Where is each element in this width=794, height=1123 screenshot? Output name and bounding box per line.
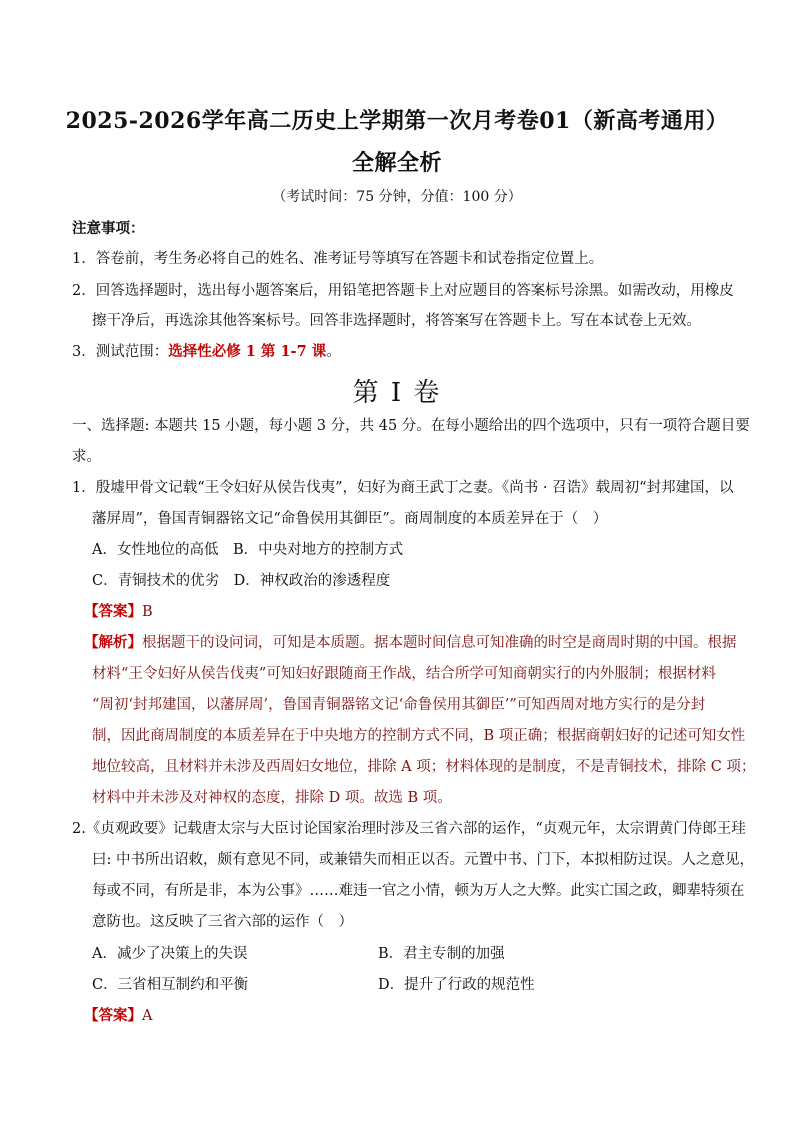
note-3-prefix: 3．测试范围： — [72, 344, 169, 360]
q2-option-c: C．三省相互制约和平衡 — [92, 977, 249, 993]
note-3-suffix: 。 — [326, 344, 341, 360]
q2-stem-line-1: 2.《贞观政要》记载唐太宗与大臣讨论国家治理时涉及三省六部的运作，“贞观元年，太宗谓黄门侍郎王珪 — [72, 821, 746, 837]
section-intro-line-1: 一、选择题: 本题共 15 小题，每小题 3 分，共 45 分。在每小题给出的四个选项中，只有一项符合题目要 — [72, 418, 750, 434]
q1-analysis-line-4: 制，因此商周制度的本质差异在于中央地方的控制方式不同，B 项正确；根据商朝妇好的记述可知女性 — [92, 728, 746, 744]
q1-options-cd: C．青铜技术的优劣 D．神权政治的渗透程度 — [92, 573, 391, 589]
exam-meta: （考试时间：75 分钟，分值：100 分） — [272, 189, 522, 205]
q1-answer-label: 【答案】 — [84, 603, 142, 620]
q1-analysis-label: 【解析】 — [84, 634, 142, 651]
q1-analysis-line-1 — [84, 636, 737, 651]
q2-stem-line-2: 曰: 中书所出诏敕，颇有意见不同，或兼错失而相正以否。元置中书、门下，本拟相防过误。人之意见， — [92, 852, 754, 868]
q1-analysis-line-5: 地位较高，且材料并未涉及西周妇女地位，排除 A 项；材料体现的是制度，不是青铜技术，排除 C 项； — [92, 759, 756, 775]
note-3 — [72, 345, 341, 360]
q2-answer-value: A — [142, 1008, 153, 1024]
q2-option-d: D．提升了行政的规范性 — [378, 977, 535, 993]
note-2-line-2: 擦干净后，再选涂其他答案标号。回答非选择题时，将答案写在答题卡上。写在本试卷上无效。 — [92, 313, 701, 329]
q1-answer-value: B — [142, 604, 153, 620]
q2-answer-label: 【答案】 — [84, 1007, 142, 1024]
q1-options-ab: A．女性地位的高低 B．中央对地方的控制方式 — [92, 542, 404, 558]
q2-answer — [84, 1009, 152, 1024]
q1-answer — [84, 605, 153, 620]
document-subtitle: 全解全析 — [351, 150, 442, 176]
document-title: 2025-2026学年高二历史上学期第一次月考卷01（新高考通用） — [65, 108, 729, 134]
q1-stem-line-1: 1．殷墟甲骨文记载“王令妇好从侯告伐夷”，妇好为商王武丁之妻。《尚书 · 召诰》载周初“封邦建国，以 — [72, 480, 734, 496]
q1-stem-line-2: 藩屏周”，鲁国青铜器铭文记“命鲁侯用其御臣”。商周制度的本质差异在于（ ） — [92, 511, 608, 527]
note-2-line-1: 2．回答选择题时，选出每小题答案后，用铅笔把答题卡上对应题目的答案标号涂黑。如需改动，用橡皮 — [72, 283, 734, 299]
section-intro-line-2: 求。 — [72, 449, 101, 465]
note-1: 1．答卷前，考生务必将自己的姓名、准考证号等填写在答题卡和试卷指定位置上。 — [72, 251, 604, 267]
q2-option-b: B．君主专制的加强 — [378, 946, 505, 962]
q2-stem-line-4: 意防也。这反映了三省六部的运作（ ） — [92, 914, 353, 930]
q1-analysis-line-6: 材料中并未涉及对神权的态度，排除 D 项。故选 B 项。 — [92, 790, 452, 806]
q2-option-a: A．减少了决策上的失误 — [92, 946, 248, 962]
notes-heading: 注意事项： — [72, 220, 145, 237]
test-scope: 选择性必修 1 第 1-7 课 — [168, 343, 327, 360]
q1-analysis-line-2: 材料“王令妇好从侯告伐夷”可知妇好跟随商王作战，结合所学可知商朝实行的内外服制；根据材料 — [92, 666, 716, 682]
section-title: 第 I 卷 — [352, 378, 442, 408]
q1-analysis-line-3: “周初‘封邦建国，以藩屏周’，鲁国青铜器铭文记‘命鲁侯用其御臣’”可知西周对地方实行的是分封 — [92, 697, 706, 713]
q1-analysis-text-1: 根据题干的设问词，可知是本质题。据本题时间信息可知准确的时空是商周时期的中国。根据 — [142, 635, 737, 651]
q2-stem-line-3: 每或不同，有所是非，本为公事》……难违一官之小情，顿为万人之大弊。此实亡国之政，卿辈特须在 — [92, 883, 745, 899]
